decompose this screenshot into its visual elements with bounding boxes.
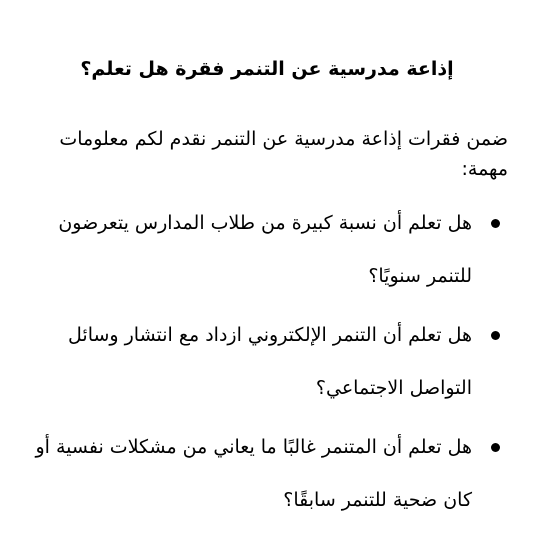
list-item-text: هل تعلم أن التنمر الإلكتروني ازداد مع انتشار وسائل التواصل الاجتماعي؟	[68, 324, 472, 399]
list-item-text: هل تعلم أن نسبة كبيرة من طلاب المدارس يتعرضون للتنمر سنويًا؟	[58, 212, 472, 287]
article-heading: إذاعة مدرسية عن التنمر فقرة هل تعلم؟	[80, 58, 454, 80]
intro-paragraph: ضمن فقرات إذاعة مدرسية عن التنمر نقدم لكم معلومات مهمة:	[59, 128, 508, 180]
list-item	[28, 421, 502, 527]
list-item	[28, 309, 502, 415]
list-item-text: هل تعلم أن المتنمر غالبًا ما يعاني من مشكلات نفسية أو كان ضحية للتنمر سابقًا؟	[35, 436, 472, 511]
facts-list	[28, 197, 502, 533]
bullet-icon	[491, 331, 500, 340]
list-item	[28, 197, 502, 303]
bullet-icon	[491, 219, 500, 228]
bullet-icon	[491, 443, 500, 452]
